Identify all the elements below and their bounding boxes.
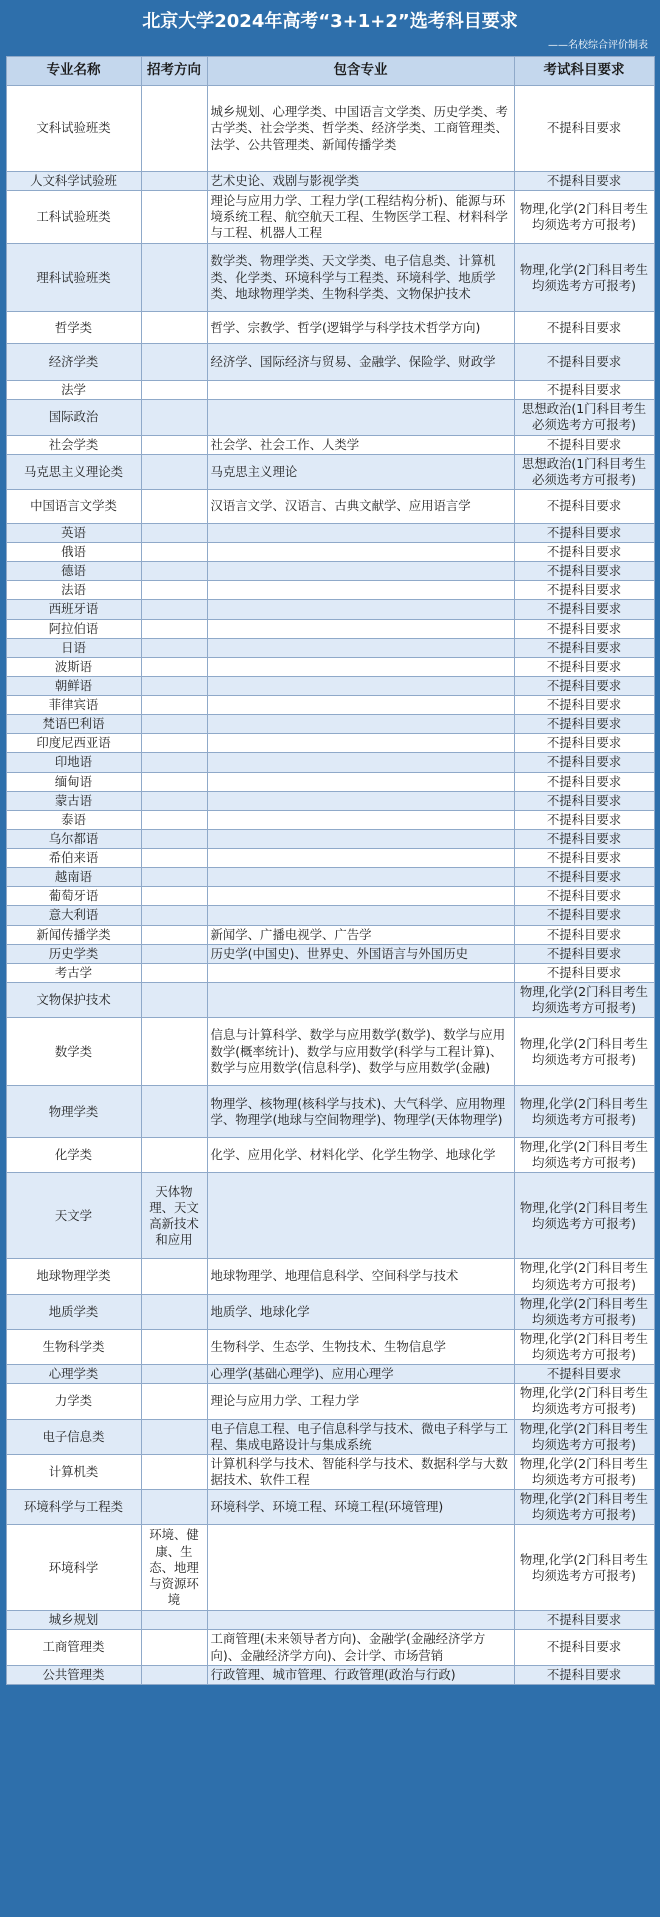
row-major-name: 印度尼西亚语 — [6, 734, 141, 753]
row-major-name: 俄语 — [6, 543, 141, 562]
row-direction — [141, 1490, 207, 1525]
table-row — [6, 86, 654, 172]
table-row — [6, 1384, 654, 1419]
row-major-name: 生物科学类 — [6, 1329, 141, 1364]
row-direction — [141, 849, 207, 868]
row-included-majors — [207, 982, 514, 1017]
row-major-name: 文科试验班类 — [6, 86, 141, 172]
row-direction — [141, 1294, 207, 1329]
table-body — [6, 86, 654, 1685]
row-subject-requirement: 不提科目要求 — [514, 435, 654, 454]
row-included-majors — [207, 381, 514, 400]
row-major-name: 心理学类 — [6, 1365, 141, 1384]
row-direction — [141, 1384, 207, 1419]
table-row — [6, 887, 654, 906]
row-subject-requirement: 不提科目要求 — [514, 696, 654, 715]
row-included-majors — [207, 734, 514, 753]
table-row — [6, 925, 654, 944]
row-subject-requirement: 不提科目要求 — [514, 772, 654, 791]
row-included-majors: 计算机科学与技术、智能科学与技术、数据科学与大数据技术、软件工程 — [207, 1454, 514, 1489]
table-row — [6, 312, 654, 344]
header-subject-requirement: 考试科目要求 — [514, 57, 654, 86]
row-subject-requirement: 物理,化学(2门科目考生均须选考方可报考) — [514, 1086, 654, 1138]
row-included-majors: 历史学(中国史)、世界史、外国语言与外国历史 — [207, 944, 514, 963]
row-direction — [141, 400, 207, 435]
row-direction — [141, 1630, 207, 1665]
header-major-name: 专业名称 — [6, 57, 141, 86]
row-direction — [141, 489, 207, 523]
row-major-name: 缅甸语 — [6, 772, 141, 791]
row-direction — [141, 600, 207, 619]
table-row — [6, 963, 654, 982]
row-included-majors — [207, 829, 514, 848]
row-direction — [141, 1018, 207, 1086]
row-direction — [141, 523, 207, 542]
row-major-name: 经济学类 — [6, 344, 141, 381]
table-row — [6, 191, 654, 244]
row-included-majors — [207, 523, 514, 542]
row-direction — [141, 191, 207, 244]
row-subject-requirement: 不提科目要求 — [514, 600, 654, 619]
row-subject-requirement: 不提科目要求 — [514, 676, 654, 695]
row-direction — [141, 868, 207, 887]
table-row — [6, 543, 654, 562]
row-included-majors: 数学类、物理学类、天文学类、电子信息类、计算机类、化学类、环境科学与工程类、环境科学、地质学类、地球物理学类、生物科学类、文物保护技术 — [207, 244, 514, 312]
table-row — [6, 829, 654, 848]
row-direction — [141, 172, 207, 191]
row-major-name: 地球物理学类 — [6, 1259, 141, 1294]
table-row — [6, 244, 654, 312]
table-row — [6, 489, 654, 523]
row-major-name: 泰语 — [6, 810, 141, 829]
row-direction — [141, 1419, 207, 1454]
row-included-majors — [207, 543, 514, 562]
row-major-name: 马克思主义理论类 — [6, 454, 141, 489]
row-direction — [141, 562, 207, 581]
row-major-name: 历史学类 — [6, 944, 141, 963]
row-included-majors: 哲学、宗教学、哲学(逻辑学与科学技术哲学方向) — [207, 312, 514, 344]
row-direction — [141, 619, 207, 638]
row-direction — [141, 244, 207, 312]
row-major-name: 中国语言文学类 — [6, 489, 141, 523]
row-subject-requirement: 物理,化学(2门科目考生均须选考方可报考) — [514, 1419, 654, 1454]
table-row — [6, 657, 654, 676]
row-subject-requirement: 不提科目要求 — [514, 1611, 654, 1630]
row-direction — [141, 925, 207, 944]
row-direction — [141, 696, 207, 715]
row-included-majors — [207, 1173, 514, 1259]
table-row — [6, 638, 654, 657]
row-included-majors — [207, 696, 514, 715]
table-row — [6, 676, 654, 695]
row-major-name: 城乡规划 — [6, 1611, 141, 1630]
row-included-majors — [207, 638, 514, 657]
row-direction — [141, 676, 207, 695]
row-subject-requirement: 不提科目要求 — [514, 1665, 654, 1684]
row-subject-requirement: 物理,化学(2门科目考生均须选考方可报考) — [514, 1384, 654, 1419]
row-subject-requirement: 不提科目要求 — [514, 1365, 654, 1384]
row-included-majors — [207, 676, 514, 695]
row-subject-requirement: 不提科目要求 — [514, 619, 654, 638]
row-major-name: 工科试验班类 — [6, 191, 141, 244]
row-major-name: 工商管理类 — [6, 1630, 141, 1665]
row-major-name: 国际政治 — [6, 400, 141, 435]
row-included-majors: 新闻学、广播电视学、广告学 — [207, 925, 514, 944]
row-direction: 天体物理、天文高新技术和应用 — [141, 1173, 207, 1259]
row-included-majors: 工商管理(未来领导者方向)、金融学(金融经济学方向)、金融经济学方向)、会计学、市场营销 — [207, 1630, 514, 1665]
table-row — [6, 1329, 654, 1364]
row-major-name: 化学类 — [6, 1138, 141, 1173]
row-major-name: 文物保护技术 — [6, 982, 141, 1017]
row-major-name: 乌尔都语 — [6, 829, 141, 848]
row-included-majors: 城乡规划、心理学类、中国语言文学类、历史学类、考古学类、社会学类、哲学类、经济学类、工商管理类、法学、公共管理类、新闻传播学类 — [207, 86, 514, 172]
row-direction — [141, 1665, 207, 1684]
table-row — [6, 581, 654, 600]
row-direction — [141, 1259, 207, 1294]
table-row — [6, 381, 654, 400]
row-direction — [141, 344, 207, 381]
row-included-majors — [207, 810, 514, 829]
row-major-name: 朝鲜语 — [6, 676, 141, 695]
row-subject-requirement: 物理,化学(2门科目考生均须选考方可报考) — [514, 982, 654, 1017]
row-included-majors — [207, 400, 514, 435]
row-included-majors — [207, 868, 514, 887]
row-direction — [141, 435, 207, 454]
table-row — [6, 1419, 654, 1454]
row-major-name: 社会学类 — [6, 435, 141, 454]
row-subject-requirement: 不提科目要求 — [514, 381, 654, 400]
row-direction — [141, 887, 207, 906]
row-included-majors: 马克思主义理论 — [207, 454, 514, 489]
row-direction: 环境、健康、生态、地理与资源环境 — [141, 1525, 207, 1611]
table-row — [6, 1454, 654, 1489]
row-included-majors — [207, 562, 514, 581]
row-direction — [141, 715, 207, 734]
table-row — [6, 696, 654, 715]
row-major-name: 蒙古语 — [6, 791, 141, 810]
table-row — [6, 562, 654, 581]
row-major-name: 公共管理类 — [6, 1665, 141, 1684]
row-subject-requirement: 不提科目要求 — [514, 753, 654, 772]
row-subject-requirement: 物理,化学(2门科目考生均须选考方可报考) — [514, 1138, 654, 1173]
row-subject-requirement: 物理,化学(2门科目考生均须选考方可报考) — [514, 1173, 654, 1259]
row-major-name: 人文科学试验班 — [6, 172, 141, 191]
row-direction — [141, 454, 207, 489]
table-row — [6, 868, 654, 887]
row-included-majors: 理论与应用力学、工程力学 — [207, 1384, 514, 1419]
row-subject-requirement: 物理,化学(2门科目考生均须选考方可报考) — [514, 1329, 654, 1364]
row-direction — [141, 734, 207, 753]
row-subject-requirement: 不提科目要求 — [514, 715, 654, 734]
row-subject-requirement: 思想政治(1门科目考生必须选考方可报考) — [514, 454, 654, 489]
row-subject-requirement: 不提科目要求 — [514, 638, 654, 657]
row-major-name: 法语 — [6, 581, 141, 600]
row-subject-requirement: 不提科目要求 — [514, 829, 654, 848]
table-row — [6, 1665, 654, 1684]
row-subject-requirement: 不提科目要求 — [514, 86, 654, 172]
table-row — [6, 715, 654, 734]
table-row — [6, 906, 654, 925]
table-row — [6, 619, 654, 638]
row-major-name: 环境科学 — [6, 1525, 141, 1611]
row-subject-requirement: 思想政治(1门科目考生必须选考方可报考) — [514, 400, 654, 435]
row-included-majors: 社会学、社会工作、人类学 — [207, 435, 514, 454]
row-direction — [141, 982, 207, 1017]
row-subject-requirement: 物理,化学(2门科目考生均须选考方可报考) — [514, 244, 654, 312]
row-direction — [141, 810, 207, 829]
row-subject-requirement: 不提科目要求 — [514, 887, 654, 906]
row-subject-requirement: 物理,化学(2门科目考生均须选考方可报考) — [514, 191, 654, 244]
row-included-majors: 心理学(基础心理学)、应用心理学 — [207, 1365, 514, 1384]
row-subject-requirement: 物理,化学(2门科目考生均须选考方可报考) — [514, 1018, 654, 1086]
table-row — [6, 1294, 654, 1329]
row-subject-requirement: 不提科目要求 — [514, 543, 654, 562]
row-included-majors — [207, 657, 514, 676]
row-subject-requirement: 不提科目要求 — [514, 868, 654, 887]
row-subject-requirement: 不提科目要求 — [514, 810, 654, 829]
row-major-name: 环境科学与工程类 — [6, 1490, 141, 1525]
row-included-majors — [207, 715, 514, 734]
row-major-name: 日语 — [6, 638, 141, 657]
row-major-name: 德语 — [6, 562, 141, 581]
row-subject-requirement: 物理,化学(2门科目考生均须选考方可报考) — [514, 1454, 654, 1489]
row-included-majors: 化学、应用化学、材料化学、化学生物学、地球化学 — [207, 1138, 514, 1173]
table-row — [6, 810, 654, 829]
row-included-majors — [207, 1525, 514, 1611]
page-subtitle: ——名校综合评价制表 — [548, 40, 648, 51]
row-direction — [141, 1138, 207, 1173]
table-row — [6, 172, 654, 191]
row-included-majors: 经济学、国际经济与贸易、金融学、保险学、财政学 — [207, 344, 514, 381]
row-major-name: 考古学 — [6, 963, 141, 982]
row-included-majors: 理论与应用力学、工程力学(工程结构分析)、能源与环境系统工程、航空航天工程、生物医学工程、材料科学与工程、机器人工程 — [207, 191, 514, 244]
row-direction — [141, 1086, 207, 1138]
row-direction — [141, 1365, 207, 1384]
row-included-majors — [207, 753, 514, 772]
row-subject-requirement: 不提科目要求 — [514, 172, 654, 191]
row-direction — [141, 772, 207, 791]
row-subject-requirement: 不提科目要求 — [514, 657, 654, 676]
row-subject-requirement: 不提科目要求 — [514, 312, 654, 344]
row-subject-requirement: 不提科目要求 — [514, 925, 654, 944]
row-major-name: 印地语 — [6, 753, 141, 772]
row-major-name: 梵语巴利语 — [6, 715, 141, 734]
table-row — [6, 944, 654, 963]
row-direction — [141, 753, 207, 772]
header-direction: 招考方向 — [141, 57, 207, 86]
row-direction — [141, 312, 207, 344]
row-direction — [141, 963, 207, 982]
row-major-name: 新闻传播学类 — [6, 925, 141, 944]
row-included-majors — [207, 772, 514, 791]
table-row — [6, 435, 654, 454]
row-subject-requirement: 不提科目要求 — [514, 523, 654, 542]
row-major-name: 地质学类 — [6, 1294, 141, 1329]
row-major-name: 意大利语 — [6, 906, 141, 925]
page-title: 北京大学2024年高考“3+1+2”选考科目要求 — [142, 11, 518, 32]
row-direction — [141, 1454, 207, 1489]
row-included-majors — [207, 849, 514, 868]
row-major-name: 法学 — [6, 381, 141, 400]
table-row — [6, 982, 654, 1017]
table-row — [6, 791, 654, 810]
row-included-majors — [207, 581, 514, 600]
row-major-name: 阿拉伯语 — [6, 619, 141, 638]
row-subject-requirement: 物理,化学(2门科目考生均须选考方可报考) — [514, 1525, 654, 1611]
table-row — [6, 734, 654, 753]
table-row — [6, 1173, 654, 1259]
row-major-name: 西班牙语 — [6, 600, 141, 619]
row-included-majors: 信息与计算科学、数学与应用数学(数学)、数学与应用数学(概率统计)、数学与应用数学(科学与工程计算)、数学与应用数学(信息科学)、数学与应用数学(金融) — [207, 1018, 514, 1086]
row-major-name: 希伯来语 — [6, 849, 141, 868]
row-major-name: 天文学 — [6, 1173, 141, 1259]
table-row — [6, 849, 654, 868]
requirements-table — [6, 56, 655, 1685]
header-included-majors: 包含专业 — [207, 57, 514, 86]
table-row — [6, 1138, 654, 1173]
row-major-name: 力学类 — [6, 1384, 141, 1419]
row-subject-requirement: 物理,化学(2门科目考生均须选考方可报考) — [514, 1490, 654, 1525]
row-direction — [141, 657, 207, 676]
row-subject-requirement: 不提科目要求 — [514, 581, 654, 600]
row-direction — [141, 86, 207, 172]
row-major-name: 计算机类 — [6, 1454, 141, 1489]
row-direction — [141, 829, 207, 848]
row-subject-requirement: 物理,化学(2门科目考生均须选考方可报考) — [514, 1294, 654, 1329]
row-direction — [141, 906, 207, 925]
table-row — [6, 1490, 654, 1525]
table-row — [6, 400, 654, 435]
row-included-majors — [207, 887, 514, 906]
table-row — [6, 753, 654, 772]
table-row — [6, 523, 654, 542]
row-direction — [141, 791, 207, 810]
row-included-majors — [207, 1611, 514, 1630]
row-subject-requirement: 不提科目要求 — [514, 734, 654, 753]
row-included-majors: 艺术史论、戏剧与影视学类 — [207, 172, 514, 191]
row-subject-requirement: 不提科目要求 — [514, 489, 654, 523]
row-direction — [141, 543, 207, 562]
row-included-majors: 环境科学、环境工程、环境工程(环境管理) — [207, 1490, 514, 1525]
row-direction — [141, 381, 207, 400]
row-subject-requirement: 不提科目要求 — [514, 791, 654, 810]
row-major-name: 数学类 — [6, 1018, 141, 1086]
row-direction — [141, 944, 207, 963]
row-included-majors: 物理学、核物理(核科学与技术)、大气科学、应用物理学、物理学(地球与空间物理学)、物理学(天体物理学) — [207, 1086, 514, 1138]
row-subject-requirement: 不提科目要求 — [514, 562, 654, 581]
row-included-majors: 汉语言文学、汉语言、古典文献学、应用语言学 — [207, 489, 514, 523]
row-subject-requirement: 不提科目要求 — [514, 344, 654, 381]
table-row — [6, 1365, 654, 1384]
row-major-name: 越南语 — [6, 868, 141, 887]
table-header-row — [6, 57, 654, 86]
row-included-majors — [207, 906, 514, 925]
row-subject-requirement: 不提科目要求 — [514, 963, 654, 982]
table-row — [6, 1086, 654, 1138]
table-row — [6, 1525, 654, 1611]
row-subject-requirement: 不提科目要求 — [514, 849, 654, 868]
row-major-name: 波斯语 — [6, 657, 141, 676]
row-major-name: 菲律宾语 — [6, 696, 141, 715]
table-row — [6, 772, 654, 791]
table-row — [6, 1018, 654, 1086]
row-subject-requirement: 不提科目要求 — [514, 1630, 654, 1665]
table-row — [6, 344, 654, 381]
row-included-majors: 地质学、地球化学 — [207, 1294, 514, 1329]
row-subject-requirement: 不提科目要求 — [514, 906, 654, 925]
row-subject-requirement: 物理,化学(2门科目考生均须选考方可报考) — [514, 1259, 654, 1294]
row-major-name: 物理学类 — [6, 1086, 141, 1138]
row-major-name: 哲学类 — [6, 312, 141, 344]
table-row — [6, 600, 654, 619]
table-row — [6, 1630, 654, 1665]
row-direction — [141, 1611, 207, 1630]
table-row — [6, 1611, 654, 1630]
row-included-majors: 电子信息工程、电子信息科学与技术、微电子科学与工程、集成电路设计与集成系统 — [207, 1419, 514, 1454]
row-included-majors — [207, 600, 514, 619]
row-major-name: 电子信息类 — [6, 1419, 141, 1454]
row-included-majors — [207, 963, 514, 982]
row-included-majors: 行政管理、城市管理、行政管理(政治与行政) — [207, 1665, 514, 1684]
row-included-majors — [207, 791, 514, 810]
row-direction — [141, 1329, 207, 1364]
row-included-majors: 生物科学、生态学、生物技术、生物信息学 — [207, 1329, 514, 1364]
table-row — [6, 1259, 654, 1294]
row-major-name: 葡萄牙语 — [6, 887, 141, 906]
table-row — [6, 454, 654, 489]
row-included-majors — [207, 619, 514, 638]
row-major-name: 理科试验班类 — [6, 244, 141, 312]
row-direction — [141, 638, 207, 657]
row-major-name: 英语 — [6, 523, 141, 542]
row-direction — [141, 581, 207, 600]
row-included-majors: 地球物理学、地理信息科学、空间科学与技术 — [207, 1259, 514, 1294]
row-subject-requirement: 不提科目要求 — [514, 944, 654, 963]
